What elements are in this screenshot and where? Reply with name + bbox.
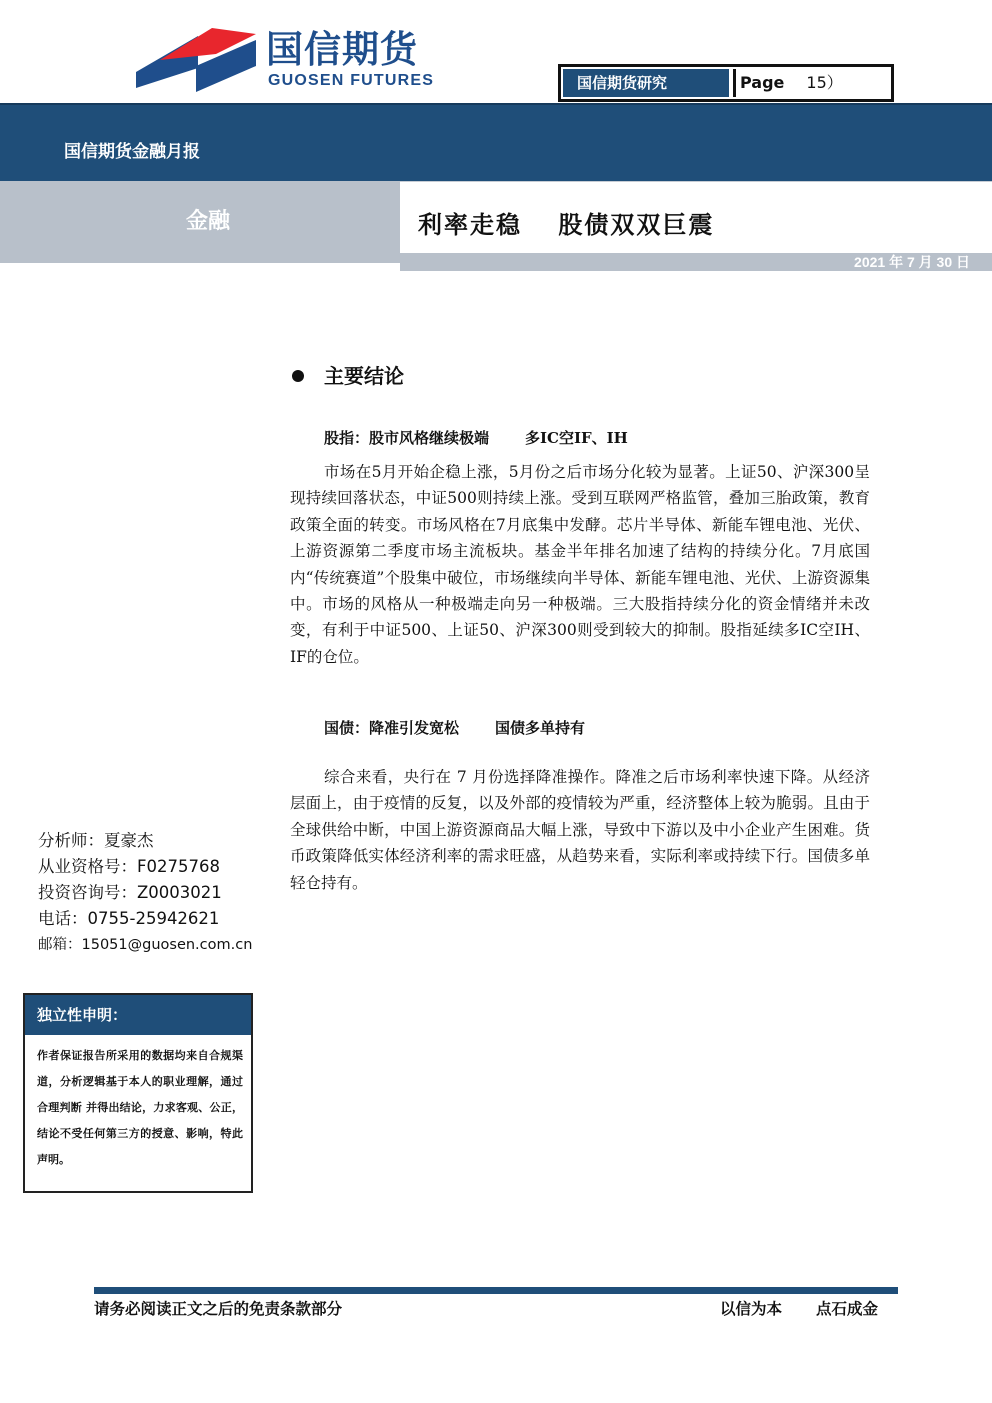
treasury-paragraph	[290, 764, 870, 896]
sector-label: 金融	[186, 209, 231, 234]
page-indicator-box	[558, 64, 894, 102]
footer-disclaimer: 请务必阅读正文之后的免责条款部分	[94, 1299, 343, 1318]
independence-title: 独立性申明：	[25, 995, 251, 1035]
analyst-consult-number: 投资咨询号：Z0003021	[38, 883, 222, 902]
page-number-cell	[733, 69, 891, 97]
stock-index-paragraph	[290, 459, 870, 670]
stock-index-heading-b: 多IC空IF、IH	[525, 429, 628, 447]
treasury-heading	[324, 717, 585, 739]
independence-text: 作者保证报告所采用的数据均来自合规渠道，分析逻辑基于本人的职业理解，通过合理判断 并得出结论，力求客观、公正，结论不受任何第三方的授意、影响，特此声明。	[37, 1049, 243, 1166]
footer-divider	[94, 1287, 898, 1294]
footer-motto-a: 以信为本	[720, 1299, 783, 1318]
logo-chinese-name: 国信期货	[266, 28, 418, 71]
report-date: 2021 年 7 月 30 日	[854, 254, 970, 270]
analyst-info	[38, 828, 252, 958]
main-conclusions-heading: 主要结论	[324, 364, 404, 388]
stock-index-heading-a: 股指：股市风格继续极端	[324, 429, 490, 447]
treasury-heading-b: 国债多单持有	[495, 719, 586, 737]
stock-index-heading	[324, 427, 628, 449]
footer-motto	[720, 1298, 878, 1320]
independence-statement-box	[23, 993, 253, 1193]
logo-english-name: GUOSEN FUTURES	[268, 72, 435, 89]
treasury-text: 综合来看，央行在 7 月份选择降准操作。降准之后市场利率快速下降。从经济层面上，由于疫情的反复，以及外部的疫情较为严重，经济整体上较为脆弱。且由于全球供给中断，中国上游资源商品大幅上涨，导致中下游以及中小企业产生困难。货币政策降低实体经济利率的需求旺盛，从趋势来看，实际利率或持续下行。国债多单轻仓持有。	[290, 768, 870, 892]
stock-index-text: 市场在5月开始企稳上涨，5月份之后市场分化较为显著。上证50、沪深300呈现持续回落状态，中证500则持续上涨。受到互联网严格监管，叠加三胎政策，教育政策全面的转变。市场风格在7月底集中发酵。芯片半导体、新能车锂电池、光伏、上游资源第二季度市场主流板块。基金半年排名加速了结构的持续分化。7月底国内“传统赛道”个股集中破位，市场继续向半导体、新能车锂电池、光伏、上游资源集中。市场的风格从一种极端走向另一种极端。三大股指持续分化的资金情绪并未改变，有利于中证500、上证50、沪深300则受到较大的抑制。股指延续多IC空IH、IF的仓位。	[290, 463, 870, 666]
page-label: Page	[740, 73, 785, 92]
analyst-phone: 电话：0755-25942621	[38, 909, 220, 928]
bullet-icon	[292, 370, 304, 382]
report-title: 国信期货金融月报	[64, 142, 200, 162]
treasury-heading-a: 国债：降准引发宽松	[324, 719, 460, 737]
footer-motto-b: 点石成金	[816, 1299, 879, 1318]
analyst-qualification: 从业资格号：F0275768	[38, 857, 220, 876]
research-label: 国信期货研究	[563, 69, 729, 97]
analyst-name: 分析师：夏豪杰	[38, 831, 154, 850]
page-number: 15）	[806, 73, 843, 92]
analyst-email: 邮箱：15051@guosen.com.cn	[38, 937, 253, 953]
report-headline: 利率走稳 股债双双巨震	[418, 210, 715, 239]
guosen-logo-icon	[136, 26, 258, 94]
